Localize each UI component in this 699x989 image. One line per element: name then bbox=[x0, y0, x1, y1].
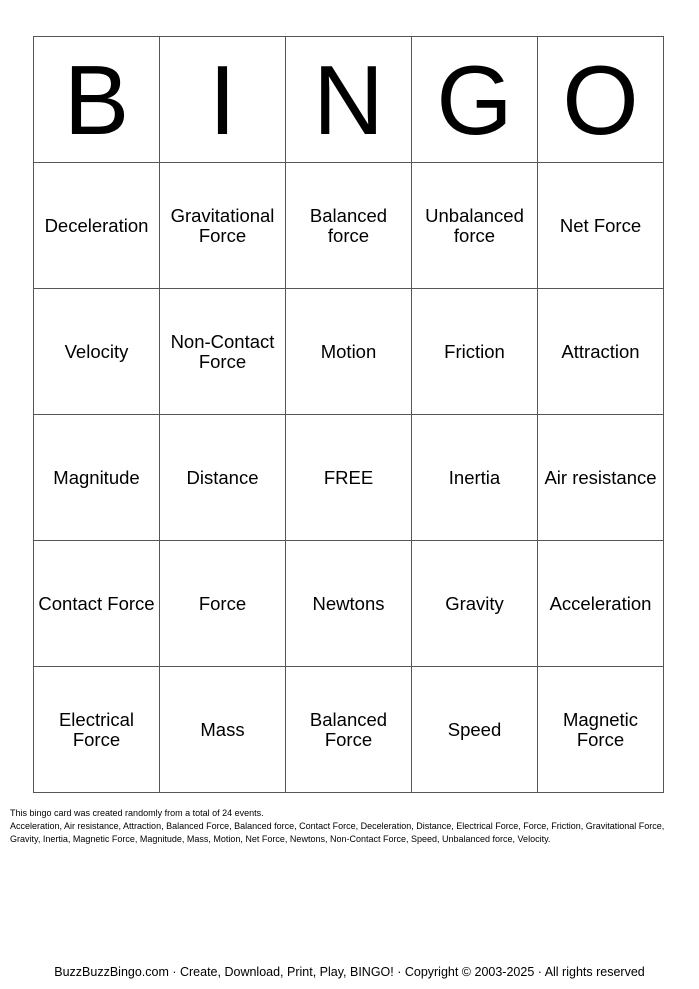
free-space-cell: FREE bbox=[286, 415, 412, 541]
note-intro: This bingo card was created randomly from a total of 24 events. bbox=[10, 808, 264, 818]
bingo-cell: Net Force bbox=[538, 163, 664, 289]
bingo-card bbox=[33, 36, 664, 793]
bingo-cell: Magnitude bbox=[34, 415, 160, 541]
bingo-cell: Electrical Force bbox=[34, 667, 160, 793]
bingo-cell: Balanced force bbox=[286, 163, 412, 289]
bingo-cell: Distance bbox=[160, 415, 286, 541]
bingo-cell: Mass bbox=[160, 667, 286, 793]
bingo-cell: Velocity bbox=[34, 289, 160, 415]
header-letter-n: N bbox=[286, 37, 412, 163]
bingo-cell: Air resistance bbox=[538, 415, 664, 541]
bingo-row bbox=[34, 289, 664, 415]
bingo-cell: Speed bbox=[412, 667, 538, 793]
bingo-cell: Force bbox=[160, 541, 286, 667]
bingo-row bbox=[34, 163, 664, 289]
header-letter-o: O bbox=[538, 37, 664, 163]
bingo-cell: Gravity bbox=[412, 541, 538, 667]
bingo-cell: Unbalanced force bbox=[412, 163, 538, 289]
page-footer: BuzzBuzzBingo.com · Create, Download, Print, Play, BINGO! · Copyright © 2003-2025 · All rights reserved bbox=[54, 965, 645, 979]
bingo-cell: Gravitational Force bbox=[160, 163, 286, 289]
header-letter-i: I bbox=[160, 37, 286, 163]
card-note bbox=[10, 807, 678, 846]
bingo-cell: Inertia bbox=[412, 415, 538, 541]
bingo-row bbox=[34, 541, 664, 667]
bingo-cell: Motion bbox=[286, 289, 412, 415]
bingo-cell: Attraction bbox=[538, 289, 664, 415]
bingo-cell: Deceleration bbox=[34, 163, 160, 289]
bingo-cell: Balanced Force bbox=[286, 667, 412, 793]
bingo-cell: Non-Contact Force bbox=[160, 289, 286, 415]
header-letter-b: B bbox=[34, 37, 160, 163]
bingo-row bbox=[34, 667, 664, 793]
bingo-cell: Friction bbox=[412, 289, 538, 415]
bingo-cell: Newtons bbox=[286, 541, 412, 667]
bingo-cell: Magnetic Force bbox=[538, 667, 664, 793]
bingo-row bbox=[34, 415, 664, 541]
note-event-list: Acceleration, Air resistance, Attraction, Balanced Force, Balanced force, Contact Force, Deceleration, Distance, Electrical Force, Force, Friction, Gravitational Force, Gravity, Inertia, Magnetic Force, Magnitude, Mass, Motion, Net Force, Newtons, Non-Contact Force, Speed, Unbalanced force, Velocity. bbox=[10, 821, 665, 844]
header-row bbox=[34, 37, 664, 163]
header-letter-g: G bbox=[412, 37, 538, 163]
bingo-cell: Contact Force bbox=[34, 541, 160, 667]
bingo-cell: Acceleration bbox=[538, 541, 664, 667]
